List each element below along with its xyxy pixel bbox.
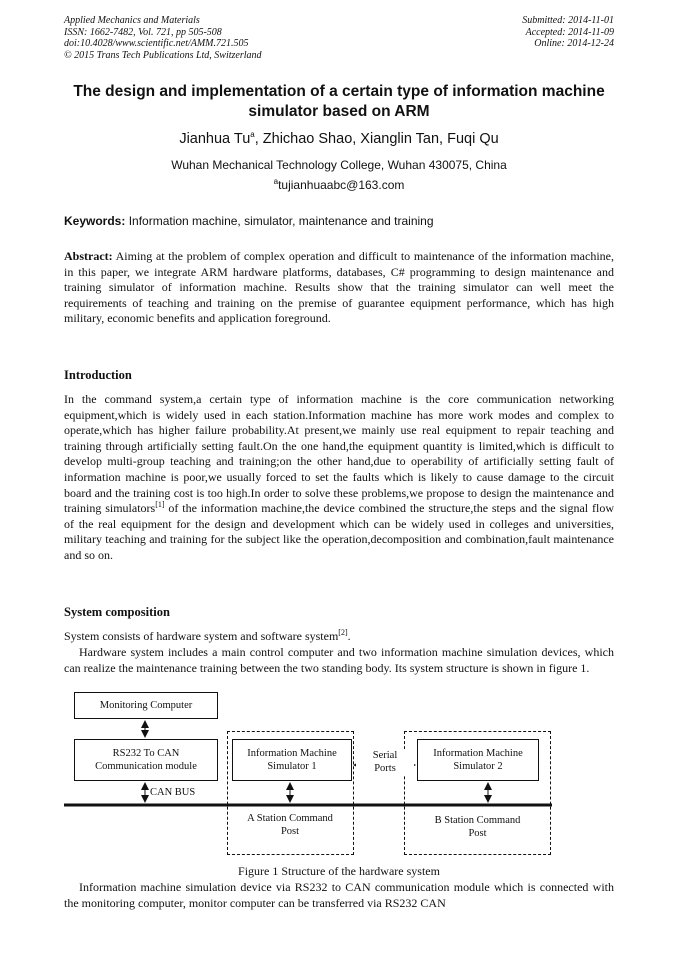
title-line-1: The design and implementation of a certain type of information machine [73, 83, 605, 100]
email-superscript: a [273, 177, 279, 186]
email-address[interactable]: tujianhuaabc@163.com [278, 178, 405, 192]
b-station-label [410, 814, 545, 840]
a-station-label-2: Post [280, 826, 300, 837]
affiliation: Wuhan Mechanical Technology College, Wuhan 430075, China [171, 158, 507, 172]
system-p1-end: . [347, 629, 351, 643]
abstract-label: Abstract: [64, 249, 113, 263]
copyright: © 2015 Trans Tech Publications Ltd, Switzerland [64, 49, 262, 61]
sim1-label-2: Simulator 1 [267, 761, 317, 772]
b-station-label-1: B Station Command [434, 815, 521, 826]
rs232-can-module-box [74, 739, 218, 781]
title-line-2: simulator based on ARM [248, 103, 430, 120]
introduction-heading: Introduction [64, 368, 132, 382]
sim2-label-1: Information Machine [433, 748, 523, 759]
system-paragraph-2: Hardware system includes a main control computer and two information machine simulation devices, which can realize the maintenance training between the two standing body. Its system structure is shown in figure 1. [64, 645, 614, 675]
other-authors: , Zhichao Shao, Xianglin Tan, Fuqi Qu [254, 131, 499, 147]
after-figure-paragraph: Information machine simulation device via RS232 to CAN communication module which is connected with the monitoring computer, monitor computer can be transferred via RS232 CAN [64, 880, 614, 910]
intro-text-b: of the information machine,the device combined the structure,the steps and the signal flow of the real equipment for the design and development which can be widely used in colleges and universities, military teaching and training for the subject like the operation,decomposition and combination,fault maintenance and so on. [64, 501, 615, 562]
rs232-label-1: RS232 To CAN [112, 748, 180, 759]
system-p1-text: System consists of hardware system and software system [64, 629, 339, 643]
citation-1[interactable]: [1] [155, 500, 165, 510]
sim1-label-1: Information Machine [247, 748, 337, 759]
journal-name: Applied Mechanics and Materials [64, 15, 200, 26]
author-superscript: a [250, 130, 255, 140]
b-station-label-2: Post [468, 828, 487, 839]
simulator-2-box [417, 739, 539, 781]
keywords-label: Keywords: [64, 214, 126, 228]
doi: doi:10.4028/www.scientific.net/AMM.721.505 [64, 38, 249, 49]
citation-2[interactable]: [2] [338, 628, 348, 637]
serial-label-2: Ports [374, 763, 396, 774]
can-bus-label: CAN BUS [150, 787, 196, 798]
serial-ports-label [356, 749, 414, 775]
serial-label-1: Serial [372, 750, 398, 761]
rs232-label-2: Communication module [95, 761, 197, 772]
simulator-1-box [232, 739, 352, 781]
a-station-label [230, 812, 350, 838]
keywords-text: Information machine, simulator, maintenance and training [125, 214, 434, 228]
submitted-date: Submitted: 2014-11-01 [522, 15, 614, 26]
issn: ISSN: 1662-7482, Vol. 721, pp 505-508 [64, 26, 222, 38]
system-heading: System composition [64, 605, 170, 619]
a-station-label-1: A Station Command [247, 813, 333, 824]
sim2-label-2: Simulator 2 [453, 761, 503, 772]
intro-text-a: In the command system,a certain type of information machine is the core communication networking equipment,which is widely used in each station.Information machine has more work modes and complex to operate,which has higher failure probability.At present,we mainly use real equipment to repair teaching and training through artificially setting fault.On the one hand,the equipment quantity is limited,which is difficult to develop multi-group teaching and training;on the other hand,due to operability of artificially setting fault of information machine is poor,we usually forced to set the faults which is likely to cause damage to the circuit board and the training cost is too high.In order to solve these problems,we propose to design the maintenance and training simulators [64, 392, 614, 516]
first-author: Jianhua Tu [179, 131, 251, 147]
figure-caption: Figure 1 Structure of the hardware system [238, 864, 440, 878]
monitoring-computer-label: Monitoring Computer [99, 700, 193, 711]
abstract-text: Aiming at the problem of complex operation and difficult to maintenance of the information machine, in this paper, we integrate ARM hardware platforms, databases, C# programming to design maintenance and training simulator of information machine. Results show that the training simulator can well meet the requirements of teaching and training on the premise of guarantee equipment performance, which has high military, economic benefits and application foreground. [64, 249, 614, 326]
online-date: Online: 2014-12-24 [534, 38, 614, 49]
accepted-date: Accepted: 2014-11-09 [525, 26, 614, 38]
monitoring-computer-box [74, 692, 218, 719]
